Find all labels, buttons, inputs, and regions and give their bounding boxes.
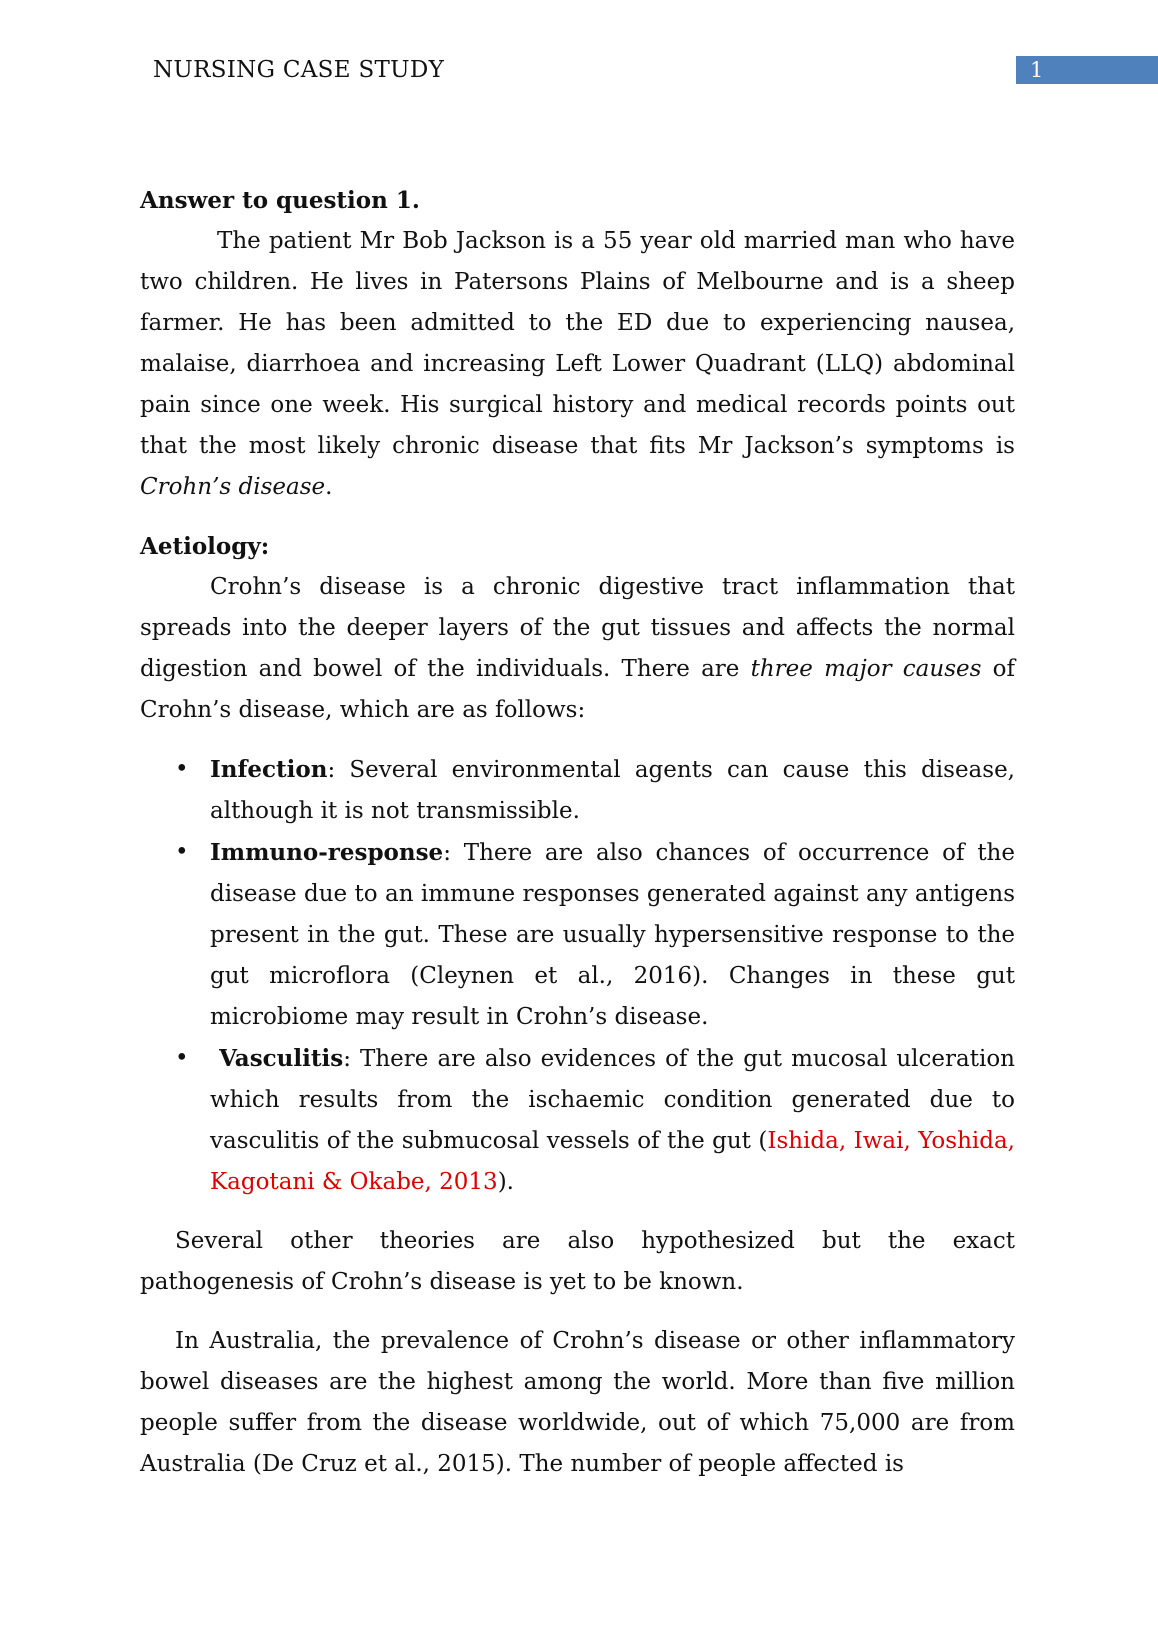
- prevalence-paragraph: In Australia, the prevalence of Crohn’s disease or other inflammatory bowel diseases are the highest among the world. More than five million people suffer from the disease worldwide, out of which 75,000 are from Australia (De Cruz et al., 2015). The number of people affected is: [140, 1328, 1015, 1477]
- page-number: 1: [1030, 58, 1044, 82]
- aetiology-intro-end: of Crohn’s disease, which are as follows:: [140, 656, 1016, 723]
- running-header-title: NURSING CASE STUDY: [153, 57, 445, 83]
- cause-item-immuno-response: [140, 832, 1015, 1038]
- page-number-box: [1016, 56, 1158, 84]
- bullet-icon: •: [175, 1045, 189, 1071]
- causes-list: [140, 749, 1015, 1203]
- bullet-icon: •: [175, 839, 189, 865]
- question-heading: Answer to question 1.: [140, 187, 420, 214]
- cause-description: : There are also chances of occurrence of the disease due to an immune responses generated against any antigens present in the gut. These are usually hypersensitive response to the gut microflora (Cleynen et al., 2016). Changes in these gut microbiome may result in Crohn’s disease.: [210, 840, 1015, 1030]
- bullet-icon: •: [175, 756, 189, 782]
- cause-description-end: ).: [497, 1169, 514, 1195]
- disease-name-emphasis: Crohn’s disease: [140, 474, 326, 500]
- cause-item-infection: [140, 749, 1015, 832]
- major-causes-emphasis: three major causes: [750, 656, 982, 682]
- cause-term: Immuno-response: [210, 839, 444, 866]
- document-body: [140, 180, 1015, 1485]
- cause-term: Vasculitis: [219, 1045, 344, 1072]
- cause-description: : There are also evidences of the gut mucosal ulceration which results from the ischaemic condition generated due to vasculitis of the submucosal vessels of the gut (: [210, 1046, 1015, 1154]
- patient-summary-paragraph: [140, 221, 1015, 508]
- aetiology-heading: Aetiology:: [140, 533, 270, 560]
- theories-paragraph: Several other theories are also hypothesized but the exact pathogenesis of Crohn’s disease is yet to be known.: [140, 1228, 1015, 1295]
- aetiology-intro-paragraph: [140, 567, 1015, 731]
- cause-description: : Several environmental agents can cause this disease, although it is not transmissible.: [210, 757, 1015, 824]
- cause-item-vasculitis: [140, 1038, 1015, 1203]
- patient-summary-text: The patient Mr Bob Jackson is a 55 year old married man who have two children. He lives in Patersons Plains of Melbourne and is a sheep farmer. He has been admitted to the ED due to experiencing nausea, malaise, diarrhoea and increasing Left Lower Quadrant (LLQ) abdominal pain since one week. His surgical history and medical records points out that the most likely chronic disease that fits Mr Jackson’s symptoms is: [140, 228, 1015, 459]
- citation-highlight: Ishida, Iwai, Yoshida, Kagotani & Okabe, 2013: [210, 1128, 1015, 1195]
- aetiology-intro-text: Crohn’s disease is a chronic digestive tract inflammation that spreads into the deeper layers of the gut tissues and affects the normal digestion and bowel of the individuals. There are: [140, 574, 1015, 682]
- cause-term: Infection: [210, 756, 328, 783]
- patient-summary-end: .: [325, 474, 333, 500]
